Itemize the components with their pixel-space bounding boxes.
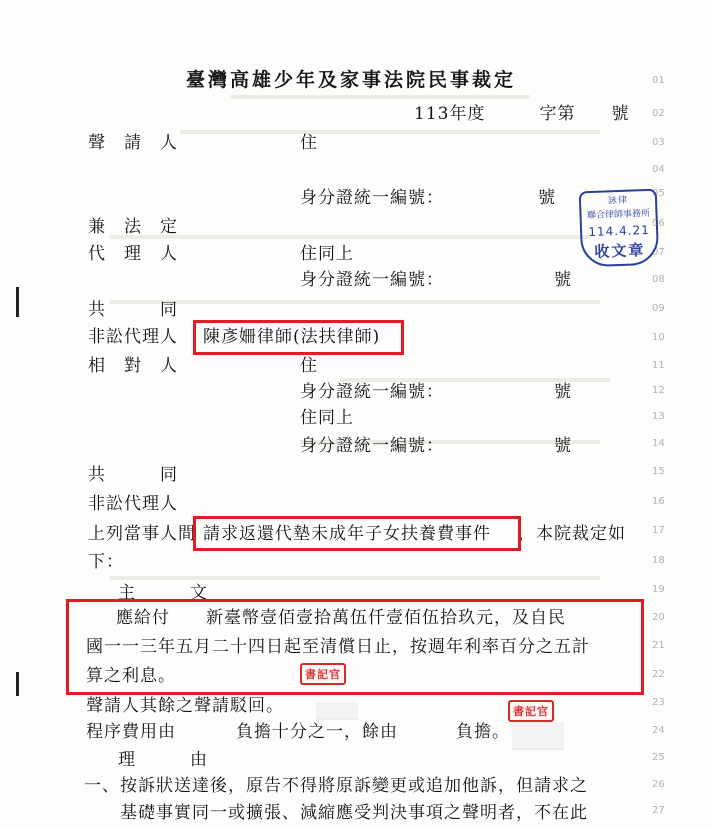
line-number: 26 xyxy=(652,779,665,790)
line-number: 01 xyxy=(652,75,665,86)
intro-suffix: ，本院裁定如 xyxy=(518,524,626,544)
line-number: 14 xyxy=(652,438,665,449)
highlight-box-counsel xyxy=(193,320,404,355)
co-counsel-label: 共 同 xyxy=(88,300,178,320)
reason-line: 基礎事實同一或擴張、減縮應受判決事項之聲明者，不在此 xyxy=(120,803,588,823)
reason-heading: 理 由 xyxy=(118,750,208,770)
line-number: 24 xyxy=(652,725,665,736)
line-number: 16 xyxy=(652,496,665,507)
bleed-through xyxy=(110,300,600,304)
legal-rep-label: 兼 法 定 xyxy=(88,217,178,237)
highlight-box-order xyxy=(66,599,644,695)
co-counsel-label: 非訟代理人 xyxy=(88,327,178,347)
line-number: 23 xyxy=(652,697,665,708)
id-number-suffix: 號 xyxy=(554,270,572,290)
intro-prefix: 上列當事人間 xyxy=(88,524,196,544)
same-address-text: 住同上 xyxy=(300,408,354,428)
stamp-date: 114.4.21 xyxy=(588,222,651,240)
dismiss-line: 聲請人其餘之聲請駁回。 xyxy=(86,696,284,716)
cost-line-start: 程序費用由 xyxy=(86,722,176,742)
line-number: 11 xyxy=(652,360,665,371)
main-heading: 主 文 xyxy=(118,583,208,603)
reason-line: 一、按訴狀送達後，原告不得將原訴變更或追加他訴，但請求之 xyxy=(84,776,588,796)
line-number: 02 xyxy=(652,108,665,119)
line-number: 15 xyxy=(652,466,665,477)
id-number-label: 身分證統一編號： xyxy=(300,436,444,456)
bleed-through xyxy=(230,95,530,99)
id-number-suffix: 號 xyxy=(538,188,556,208)
line-number: 27 xyxy=(652,805,665,816)
co-counsel-label: 共 同 xyxy=(88,465,178,485)
redaction-mark xyxy=(316,702,358,720)
id-number-label: 身分證統一編號： xyxy=(300,188,444,208)
line-number: 18 xyxy=(652,555,665,566)
id-number-suffix: 號 xyxy=(554,382,572,402)
case-number: 113年度 字第 號 xyxy=(414,104,630,124)
legal-rep-label: 代 理 人 xyxy=(88,244,178,264)
stamp-firm-type: 聯合律師事務所 xyxy=(586,208,651,222)
stamp-firm-name: 詠律 xyxy=(607,195,629,207)
line-number: 08 xyxy=(652,274,665,285)
line-number: 13 xyxy=(652,411,665,422)
id-number-suffix: 號 xyxy=(554,436,572,456)
applicant-address-label: 住 xyxy=(300,133,318,153)
line-number: 20 xyxy=(652,612,665,623)
bleed-through xyxy=(180,130,600,134)
line-number: 03 xyxy=(652,137,665,148)
line-number: 04 xyxy=(652,164,665,175)
cost-line-middle: 負擔十分之一，餘由 xyxy=(236,722,398,742)
respondent-label: 相 對 人 xyxy=(88,356,178,376)
line-number: 05 xyxy=(652,188,665,199)
clerk-stamp: 書記官 xyxy=(300,663,346,685)
line-number: 22 xyxy=(652,669,665,680)
respondent-address-label: 住 xyxy=(300,356,318,376)
line-number: 07 xyxy=(652,247,665,258)
line-number: 25 xyxy=(652,752,665,763)
order-line: 國一一三年五月二十四日起至清償日止，按週年利率百分之五計 xyxy=(86,637,590,657)
case-subject: 請求返還代墊未成年子女扶養費事件 xyxy=(203,524,491,544)
co-counsel-label: 非訟代理人 xyxy=(88,494,178,514)
redaction-mark xyxy=(512,722,564,750)
document-title: 臺灣高雄少年及家事法院民事裁定 xyxy=(186,69,517,91)
id-number-label: 身分證統一編號： xyxy=(300,270,444,290)
id-number-label: 身分證統一編號： xyxy=(300,382,444,402)
highlight-box-subject xyxy=(193,516,521,551)
same-address-text: 住同上 xyxy=(300,244,354,264)
counsel-name: 陳彥姍律師(法扶律師) xyxy=(203,327,381,347)
line-number: 09 xyxy=(652,303,665,314)
line-number: 21 xyxy=(652,640,665,651)
line-number: 19 xyxy=(652,584,665,595)
bleed-through xyxy=(110,235,590,239)
applicant-label: 聲 請 人 xyxy=(88,133,178,153)
line-number: 06 xyxy=(652,218,665,229)
line-number: 17 xyxy=(652,525,665,536)
order-line: 算之利息。 xyxy=(86,666,176,686)
cost-line-end: 負擔。 xyxy=(456,722,510,742)
stamp-label: 收文章 xyxy=(593,241,646,261)
margin-mark xyxy=(16,287,19,317)
intro-end: 下： xyxy=(88,552,124,572)
clerk-stamp: 書記官 xyxy=(508,700,554,722)
order-line: 應給付 新臺幣壹佰壹拾萬伍仟壹佰伍拾玖元，及自民 xyxy=(116,608,566,628)
bleed-through xyxy=(110,576,600,580)
margin-mark xyxy=(16,672,19,696)
receipt-stamp xyxy=(579,189,660,268)
line-number: 12 xyxy=(652,385,665,396)
line-number: 10 xyxy=(652,332,665,343)
